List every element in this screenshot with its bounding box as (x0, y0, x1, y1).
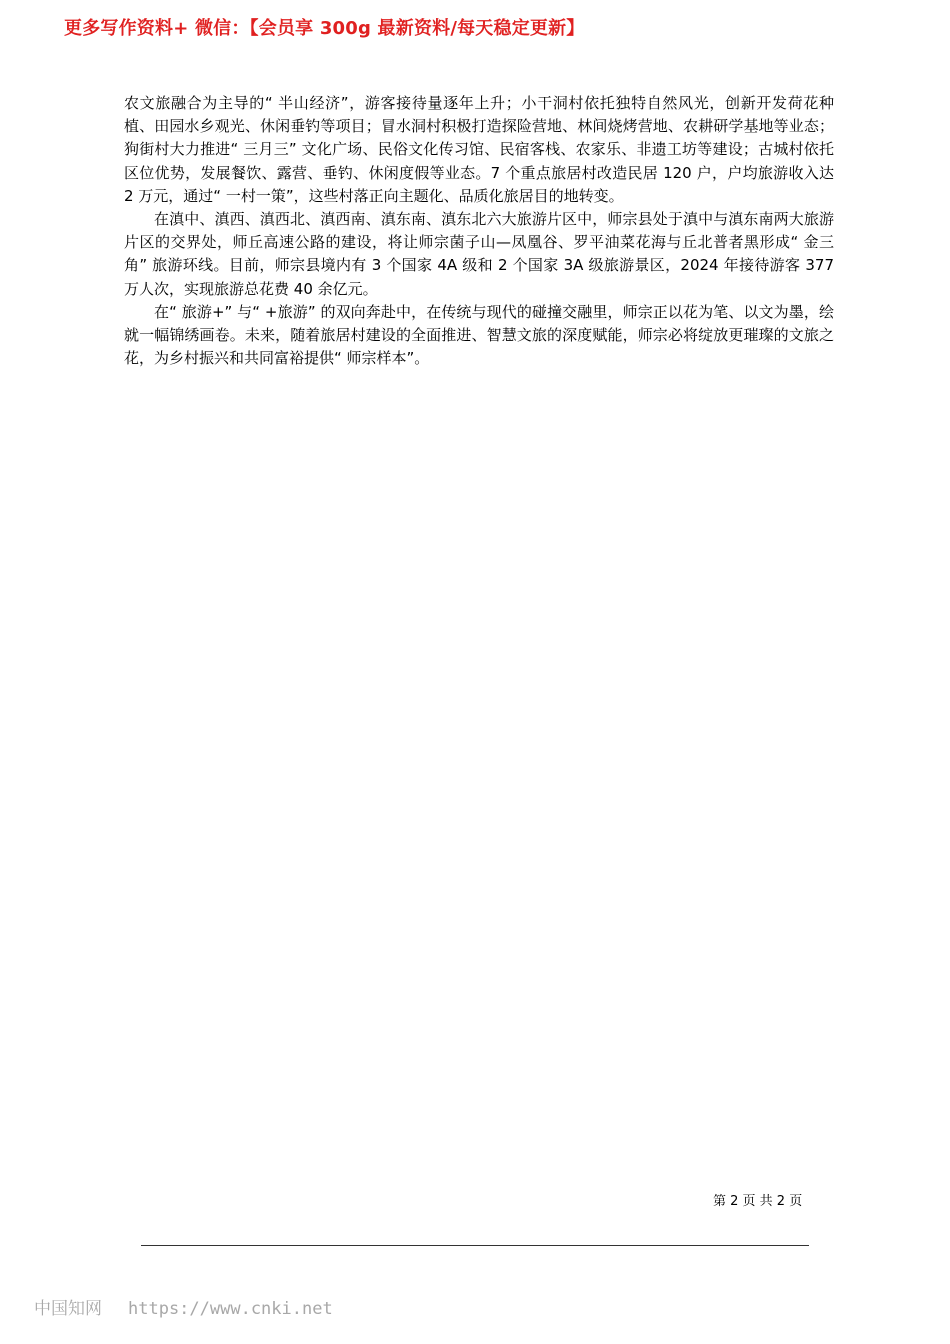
footer-divider (141, 1245, 809, 1246)
watermark-site-name: 中国知网 (34, 1299, 102, 1319)
paragraph-3: 在“ 旅游+” 与“ +旅游” 的双向奔赴中，在传统与现代的碰撞交融里，师宗正以花为笔、以文为墨，绘就一幅锦绣画卷。未来，随着旅居村建设的全面推进、智慧文旅的深度赋能，师宗必将绽放更璀璨的文旅之花，为乡村振兴和共同富裕提供“ 师宗样本”。 (124, 302, 834, 368)
paragraph-1: 农文旅融合为主导的“ 半山经济”，游客接待量逐年上升；小干洞村依托独特自然风光，创新开发荷花种植、田园水乡观光、休闲垂钓等项目；冒水洞村积极打造探险营地、林间烧烤营地、农耕研学基地等业态；狗街村大力推进“ 三月三” 文化广场、民俗文化传习馆、民宿客栈、农家乐、非遗工坊等建设；古城村依托区位优势，发展餐饮、露营、垂钓、休闲度假等业态。7 个重点旅居村改造民居 120 户，户均旅游收入达 2 万元，通过“ 一村一策”，这些村落正向主题化、品质化旅居目的地转变。 (124, 94, 834, 205)
document-body (124, 92, 834, 370)
watermark-url: https://www.cnki.net (128, 1299, 333, 1319)
page-number: 第 2 页 共 2 页 (713, 1194, 803, 1209)
paragraph-2: 在滇中、滇西、滇西北、滇西南、滇东南、滇东北六大旅游片区中，师宗县处于滇中与滇东南两大旅游片区的交界处，师丘高速公路的建设，将让师宗菌子山—凤凰谷、罗平油菜花海与丘北普者黑形成“ 金三角” 旅游环线。目前，师宗县境内有 3 个国家 4A 级和 2 个国家 3A 级旅游景区，2024 年接待游客 377 万人次，实现旅游总花费 40 余亿元。 (124, 210, 834, 298)
promo-banner: 更多写作资料+ 微信：【会员享 300g 最新资料/每天稳定更新】 (64, 18, 585, 39)
watermark (34, 1294, 333, 1319)
